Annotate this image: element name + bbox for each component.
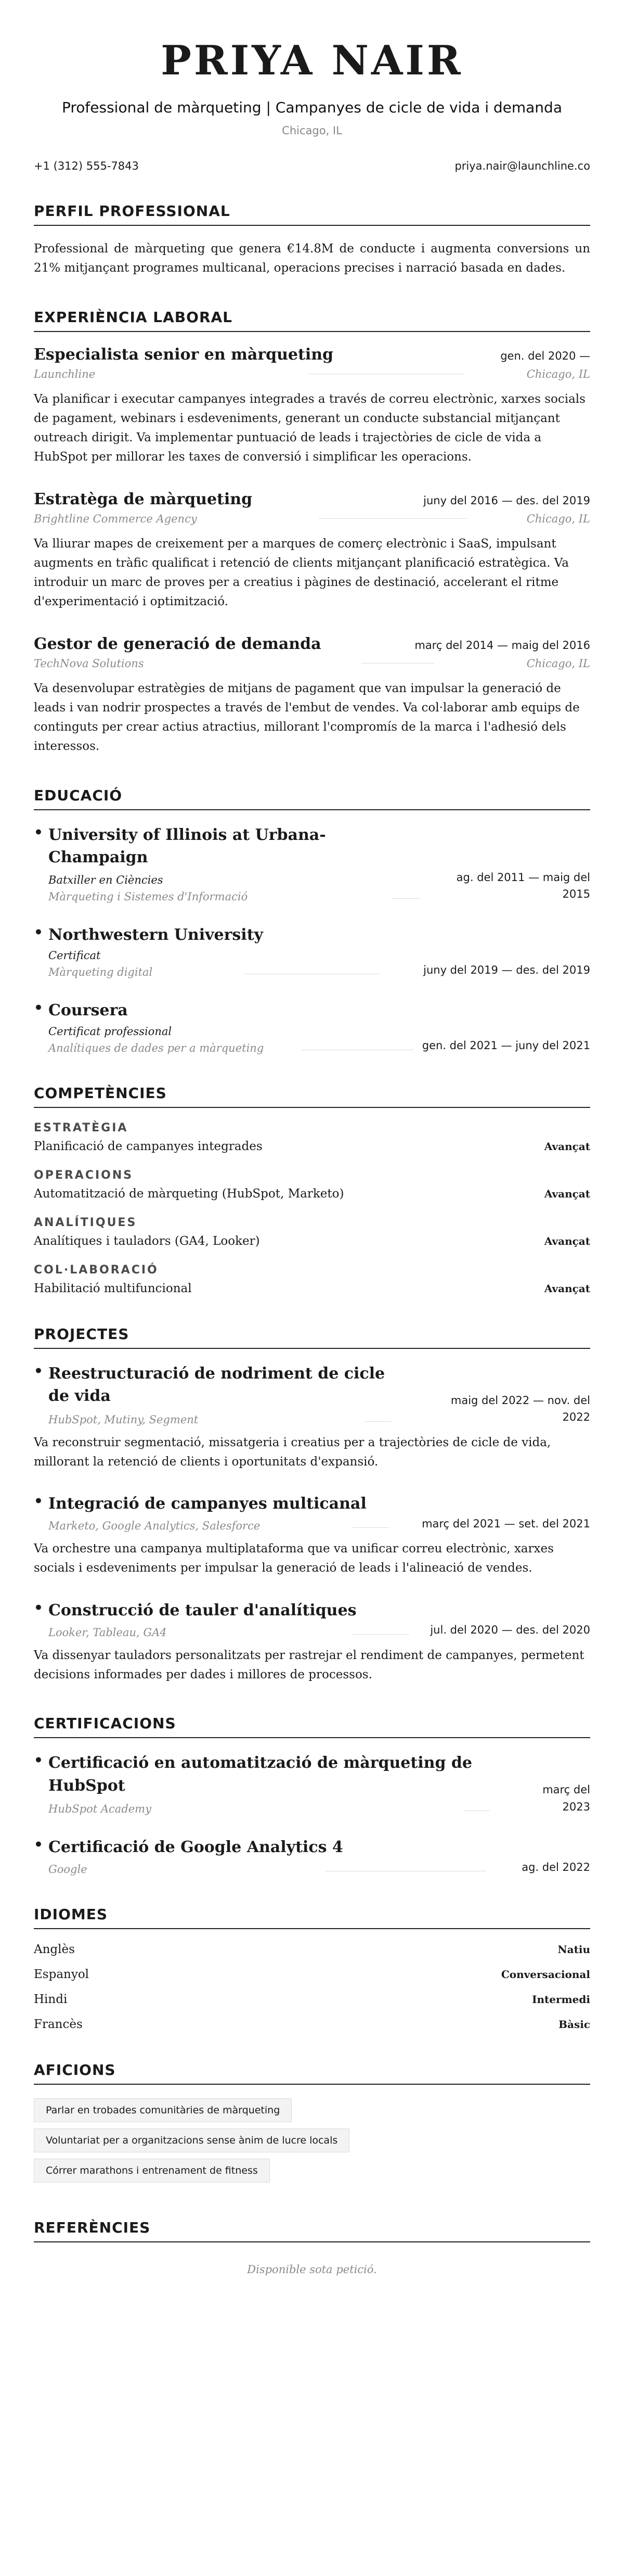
hobby-tag: Córrer marathons i entrenament de fitness	[34, 2159, 270, 2183]
job-location: Chicago, IL	[526, 657, 590, 670]
field-of-study: Màrqueting i Sistemes d'Informació	[48, 890, 248, 903]
section-title: AFICIONS	[34, 2061, 590, 2085]
job-company: TechNova Solutions	[34, 657, 144, 670]
date-line: març del	[542, 1783, 590, 1796]
language-name: Francès	[34, 2018, 83, 2032]
skill-name: Planificació de campanyes integrades	[34, 1139, 263, 1153]
project-title: • Construcció de tauler d'analítiques	[48, 1601, 357, 1619]
resume-header	[34, 37, 590, 172]
date-line: 2023	[562, 1800, 590, 1813]
skills-list	[34, 1121, 590, 1295]
project-entry	[34, 1362, 590, 1472]
divider	[361, 663, 434, 664]
degree: Certificat	[48, 949, 101, 962]
divider	[353, 1527, 389, 1528]
section-title: REFERÈNCIES	[34, 2219, 590, 2242]
headline: Professional de màrqueting | Campanyes de cicle de vida i demanda	[62, 99, 562, 116]
skill-category: OPERACIONS	[34, 1168, 134, 1182]
references-section	[34, 2219, 590, 2276]
skill-level: Avançat	[544, 1234, 590, 1247]
language-row	[34, 1968, 590, 1981]
skill-category: ESTRATÈGIA	[34, 1121, 128, 1134]
language-row	[34, 2018, 590, 2031]
language-name: Anglès	[34, 1943, 75, 1957]
skill-name: Habilitació multifuncional	[34, 1281, 192, 1295]
skill-level: Avançat	[544, 1282, 590, 1295]
section-title: COMPETÈNCIES	[34, 1085, 590, 1108]
certification-title-line: HubSpot	[48, 1776, 125, 1795]
field-of-study: Màrqueting digital	[48, 966, 153, 979]
profile-text: Professional de màrqueting que genera €14.8M de conducte i augmenta conversions un 21% mitjançant programes multicanal, operacions precises i narració basada en dades.	[34, 242, 590, 275]
skill-name: Automatització de màrqueting (HubSpot, Marketo)	[34, 1187, 344, 1201]
language-level: Bàsic	[558, 2018, 590, 2031]
job-description: Va lliurar mapes de creixement per a marques de comerç electrònic i SaaS, impulsant augments en tràfic qualificat i retenció de clients mitjançant planificació estratègica. Va introduir un marc de proves per a creatius i pàgines de destinació, accelerant el ritme d'experimentació i optimització.	[34, 537, 569, 609]
education-dates: gen. del 2021 — juny del 2021	[422, 1039, 590, 1052]
skill-category: ANALÍTIQUES	[34, 1216, 137, 1229]
job-dates: març del 2014 — maig del 2016	[414, 639, 590, 652]
project-dates	[451, 1392, 590, 1426]
date-line: maig del 2022 — nov. del	[450, 1394, 590, 1407]
project-title-line: de vida	[48, 1387, 111, 1406]
job-entry	[34, 635, 590, 757]
hobbies-section	[34, 2061, 590, 2189]
divider	[319, 518, 467, 519]
school-name-line: Champaign	[48, 848, 148, 866]
resume-page	[34, 0, 590, 2276]
field-of-study: Analítiques de dades per a màrqueting	[48, 1041, 264, 1054]
certification-date: ag. del 2022	[522, 1860, 590, 1873]
job-role: Gestor de generació de demanda	[34, 634, 321, 653]
skill-row	[34, 1234, 590, 1248]
phone-number: +1 (312) 555-7843	[34, 160, 139, 172]
hobby-list	[34, 2098, 590, 2189]
references-text: Disponible sota petició.	[247, 2263, 377, 2276]
hobby-tag: Voluntariat per a organitzacions sense ànim de lucre locals	[34, 2128, 349, 2152]
school-name	[48, 824, 590, 869]
skill-row	[34, 1282, 590, 1295]
project-description: Va reconstruir segmentació, missatgeria i creatius per a trajectòries de cicle de vida, millorant la retenció de clients i oportunitats d'expansió.	[34, 1435, 551, 1469]
education-entry	[34, 924, 590, 979]
section-title: EDUCACIÓ	[34, 787, 590, 810]
skill-name: Analítiques i tauladors (GA4, Looker)	[34, 1234, 260, 1248]
experience-section	[34, 309, 590, 757]
degree: Batxiller en Ciències	[48, 873, 163, 886]
job-description: Va desenvolupar estratègies de mitjans de pagament que van impulsar la generació de leads i van nodrir prospectes a través de l'embut de vendes. Va col·laborar amb equips de continguts per crear actius atractius, millorant l'compromís de la marca i l'adhesió dels interessos.	[34, 681, 580, 754]
certification-entry	[34, 1836, 590, 1876]
job-entry	[34, 490, 590, 612]
certification-title: • Certificació de Google Analytics 4	[48, 1838, 343, 1857]
project-title-line: Reestructuració de nodriment de cicle	[48, 1364, 385, 1383]
job-location: Chicago, IL	[526, 367, 590, 380]
section-title: IDIOMES	[34, 1906, 590, 1929]
section-title: PERFIL PROFESSIONAL	[34, 202, 590, 226]
job-role: Estratèga de màrqueting	[34, 490, 253, 508]
job-dates: juny del 2016 — des. del 2019	[423, 494, 590, 507]
project-entry	[34, 1493, 590, 1578]
language-level: Intermedi	[532, 1993, 590, 2006]
profile-section	[34, 202, 590, 278]
language-name: Hindi	[34, 1993, 68, 2007]
certification-issuer: Google	[48, 1863, 87, 1876]
education-entry	[34, 824, 590, 903]
date-line: 2022	[562, 1411, 590, 1424]
certifications-section	[34, 1715, 590, 1876]
skills-section	[34, 1085, 590, 1295]
job-location: Chicago, IL	[526, 512, 590, 525]
job-role: Especialista senior en màrqueting	[34, 345, 334, 364]
certification-title-line: Certificació en automatització de màrqueting de	[48, 1754, 472, 1772]
section-title: EXPERIÈNCIA LABORAL	[34, 309, 590, 332]
skill-row	[34, 1187, 590, 1201]
project-dates: jul. del 2020 — des. del 2020	[430, 1624, 590, 1637]
school-name-line: University of Illinois at Urbana-	[48, 825, 326, 844]
section-title: CERTIFICACIONS	[34, 1715, 590, 1738]
project-entry	[34, 1599, 590, 1685]
job-entry	[34, 346, 590, 467]
job-company: Launchline	[34, 367, 96, 380]
project-description: Va orchestre una campanya multiplataforma que va unificar correu electrònic, xarxes socials i esdeveniments per impulsar la generació de leads i l'alineació de vendes.	[34, 1542, 554, 1575]
education-section	[34, 787, 590, 1054]
skill-row	[34, 1140, 590, 1153]
divider	[352, 1634, 409, 1635]
contact-row	[34, 160, 590, 172]
hobby-tag: Parlar en trobades comunitàries de màrqueting	[34, 2098, 292, 2122]
email-address: priya.nair@launchline.co	[454, 160, 590, 172]
section-title: PROJECTES	[34, 1325, 590, 1349]
education-entry	[34, 999, 590, 1054]
languages-section	[34, 1906, 590, 2031]
divider	[365, 1421, 391, 1422]
skill-category: COL·LABORACIÓ	[34, 1263, 159, 1277]
candidate-name: PRIYA NAIR	[161, 37, 463, 84]
school-name: • Coursera	[48, 1001, 128, 1020]
date-line: ag. del 2011 — maig del	[456, 871, 590, 884]
project-tools: Marketo, Google Analytics, Salesforce	[48, 1520, 261, 1533]
language-level: Conversacional	[501, 1968, 590, 1981]
project-dates: març del 2021 — set. del 2021	[422, 1517, 590, 1530]
skill-level: Avançat	[544, 1187, 590, 1200]
language-level: Natiu	[557, 1943, 590, 1956]
project-title: • Integració de campanyes multicanal	[48, 1495, 367, 1513]
education-dates	[457, 869, 590, 903]
certification-entry	[34, 1752, 590, 1815]
degree: Certificat professional	[48, 1025, 172, 1038]
job-dates: gen. del 2020 —	[500, 349, 590, 362]
location: Chicago, IL	[282, 124, 342, 137]
divider	[392, 898, 421, 899]
skill-level: Avançat	[544, 1140, 590, 1153]
job-company: Brightline Commerce Agency	[34, 512, 197, 525]
job-description: Va planificar i executar campanyes integrades a través de correu electrònic, xarxes socials de pagament, webinars i esdeveniments, generant un conducte substancial mitjançant outreach dirigit. Va implementar puntuació de leads i trajectòries de cicle de vida a HubSpot per millorar les taxes de conversió i simplificar les operacions.	[34, 392, 586, 464]
date-line: 2015	[562, 888, 590, 901]
certification-issuer: HubSpot Academy	[48, 1803, 151, 1816]
education-dates: juny del 2019 — des. del 2019	[423, 963, 590, 976]
language-row	[34, 1943, 590, 1956]
divider	[464, 1810, 490, 1811]
language-row	[34, 1993, 590, 2006]
project-tools: HubSpot, Mutiny, Segment	[48, 1413, 199, 1426]
language-name: Espanyol	[34, 1968, 89, 1982]
project-tools: Looker, Tableau, GA4	[48, 1626, 167, 1639]
projects-section	[34, 1325, 590, 1685]
project-description: Va dissenyar tauladors personalitzats per rastrejar el rendiment de campanyes, permetent decisions informades per dades i millores de processos.	[34, 1648, 584, 1682]
school-name: • Northwestern University	[48, 925, 263, 944]
certification-date	[542, 1781, 590, 1815]
